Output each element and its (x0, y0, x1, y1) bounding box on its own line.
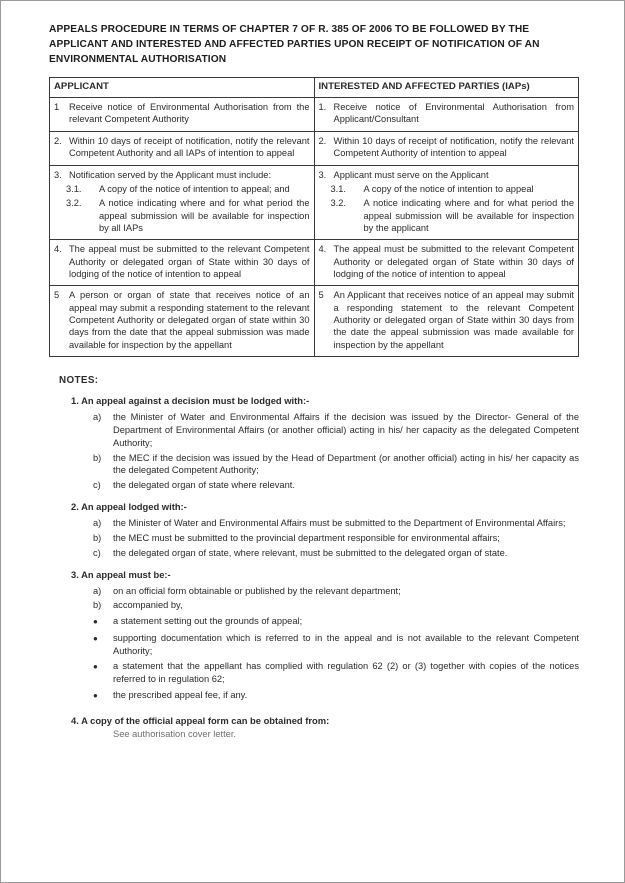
list-item (93, 411, 579, 449)
list-marker: c) (93, 547, 101, 558)
cell-applicant-5 (50, 286, 315, 357)
table-row (50, 98, 579, 132)
sub-text: A copy of the notice of intention to appeal; and (99, 183, 290, 194)
row-number: 1 (54, 102, 60, 113)
row-text: The appeal must be submitted to the relevant Competent Authority or delegated organ of State within 30 days of lodging of the notice of intention to appeal (333, 244, 574, 280)
list-item (93, 479, 579, 492)
sub-number: 3.1. (330, 183, 347, 194)
note-title: 1. An appeal against a decision must be lodged with:- (71, 395, 310, 407)
row-text: Receive notice of Environmental Authorisation from Applicant/Consultant (333, 102, 574, 125)
list-marker: a) (93, 585, 102, 596)
note-title: 4. A copy of the official appeal form can be obtained from: (71, 714, 330, 726)
note-3-bullets (71, 615, 579, 703)
sub-item (319, 197, 575, 234)
row-number: 1. (318, 102, 327, 113)
list-text: the Minister of Water and Environmental Affairs must be submitted to the Department of Environmental Affairs; (113, 518, 566, 529)
cell-iap-1 (314, 98, 579, 132)
sub-item (54, 197, 310, 234)
row-number: 4. (54, 244, 62, 255)
cell-applicant-2 (50, 131, 315, 165)
row-number: 3. (318, 169, 327, 180)
sub-text: A notice indicating where and for what period the appeal submission will be available for inspection by the applicant (363, 198, 574, 233)
sub-text: A copy of the notice of intention to appeal (363, 183, 534, 194)
note-title: 2. An appeal lodged with:- (71, 501, 187, 513)
list-marker: b) (93, 600, 102, 611)
cell-iap-2 (314, 131, 579, 165)
cell-applicant-4 (50, 240, 315, 286)
list-text: the MEC if the decision was issued by the Head of Department (or another official) acting in his/ her capacity as the delegated Competent Authority; (113, 452, 579, 476)
list-text: on an official form obtainable or published by the relevant department; (113, 585, 401, 596)
note-3 (49, 569, 579, 703)
table-row (50, 286, 579, 357)
row-number: 2. (318, 135, 327, 146)
list-item (93, 532, 579, 545)
row-text: Notification served by the Applicant must include: (69, 169, 272, 180)
row-text: Within 10 days of receipt of notification, notify the relevant Competent Authority of intention to appeal (333, 135, 574, 159)
cell-iap-5 (314, 286, 579, 357)
note-2-list (71, 517, 579, 559)
list-text: supporting documentation which is referred to in the appeal and is not available to the relevant Competent Authority; (113, 632, 579, 656)
row-number: 2. (54, 135, 62, 146)
row-text: The appeal must be submitted to the relevant Competent Authority or delegated organ of State within 30 days of lodging of the notice of intention to appeal (69, 244, 310, 280)
list-item (93, 585, 579, 598)
row-number: 5 (318, 290, 324, 301)
list-marker: c) (93, 480, 101, 491)
sub-number: 3.2. (66, 198, 82, 209)
note-1-list (71, 411, 579, 492)
table-header-row (50, 78, 579, 98)
list-text: the prescribed appeal fee, if any. (113, 690, 248, 701)
row-text: Receive notice of Environmental Authorisation from the relevant Competent Authority (69, 102, 310, 125)
cell-applicant-3 (50, 165, 315, 240)
list-item (93, 615, 579, 629)
list-item (93, 517, 579, 530)
list-marker: b) (93, 452, 102, 463)
row-number: 5 (54, 290, 60, 301)
note-3-list (71, 585, 579, 613)
list-text: a statement setting out the grounds of appeal; (113, 616, 303, 627)
list-item (93, 632, 579, 658)
cell-iap-4 (314, 240, 579, 286)
sub-item (54, 183, 310, 195)
list-marker: a) (93, 412, 102, 423)
sub-number: 3.1. (66, 183, 82, 194)
list-item (93, 599, 579, 612)
list-text: the MEC must be submitted to the provincial department responsible for environmental affairs; (113, 532, 500, 543)
note-2 (49, 501, 579, 559)
list-text: a statement that the appellant has complied with regulation 62 (2) or (3) together with copies of the notices referred to in regulation 62; (113, 661, 579, 685)
list-item (93, 547, 579, 560)
sub-number: 3.2. (330, 198, 347, 209)
list-text: accompanied by, (113, 600, 183, 611)
sub-item (319, 183, 575, 195)
list-text: the Minister of Water and Environmental Affairs if the decision was issued by the Director- General of the Department of Environmental Affairs (or another official) acting in his/ her capacity as the delegated Competent Authority; (113, 412, 579, 448)
row-text: A person or organ of state that receives notice of an appeal may submit a responding statement to the relevant Competent Authority or delegated organ of state within 30 days from the date that the appeal submission was made available for inspection by the appellant (69, 290, 310, 350)
column-header-iaps: INTERESTED AND AFFECTED PARTIES (IAPs) (314, 78, 579, 98)
note-title: 3. An appeal must be:- (71, 568, 171, 580)
cell-iap-3 (314, 165, 579, 240)
list-text: the delegated organ of state, where relevant, must be submitted to the delegated organ of state. (113, 547, 508, 558)
notes-heading: NOTES: (59, 375, 99, 387)
page-title: APPEALS PROCEDURE IN TERMS OF CHAPTER 7 OF R. 385 OF 2006 TO BE FOLLOWED BY THE APPLICANT AND INTERESTED AND AFFECTED PARTIES UPON RECEIPT OF NOTIFICATION OF AN ENVIRONMENTAL AUTHORISATION (49, 24, 540, 65)
column-header-applicant: APPLICANT (50, 78, 315, 98)
bullet-icon: ● (93, 662, 98, 672)
row-text: Within 10 days of receipt of notification, notify the relevant Competent Authority and all IAPs of intention to appeal (69, 135, 310, 159)
list-item (93, 452, 579, 478)
table-row (50, 131, 579, 165)
note-1 (49, 395, 579, 492)
sub-text: A notice indicating where and for what period the appeal submission will be available for inspection by all IAPs (99, 198, 310, 233)
bullet-icon: ● (93, 617, 98, 627)
list-item (93, 660, 579, 686)
cell-applicant-1 (50, 98, 315, 132)
row-number: 4. (318, 244, 327, 255)
list-item (93, 689, 579, 703)
note-4-text: See authorisation cover letter. (113, 728, 236, 739)
row-text: Applicant must serve on the Applicant (333, 169, 489, 180)
note-4 (49, 715, 579, 739)
bullet-icon: ● (93, 633, 98, 643)
list-marker: a) (93, 518, 102, 529)
list-text: the delegated organ of state where relevant. (113, 480, 295, 491)
bullet-icon: ● (93, 691, 98, 701)
appeals-procedure-table (49, 77, 579, 357)
list-marker: b) (93, 532, 102, 543)
table-row (50, 240, 579, 286)
table-row (50, 165, 579, 240)
row-number: 3. (54, 169, 62, 180)
row-text: An Applicant that receives notice of an appeal may submit a responding statement to the relevant Competent Authority or delegated organ of State within 30 days from the date the appeal submission was made available for inspection by the appellant (333, 290, 574, 350)
document-body (49, 23, 579, 739)
